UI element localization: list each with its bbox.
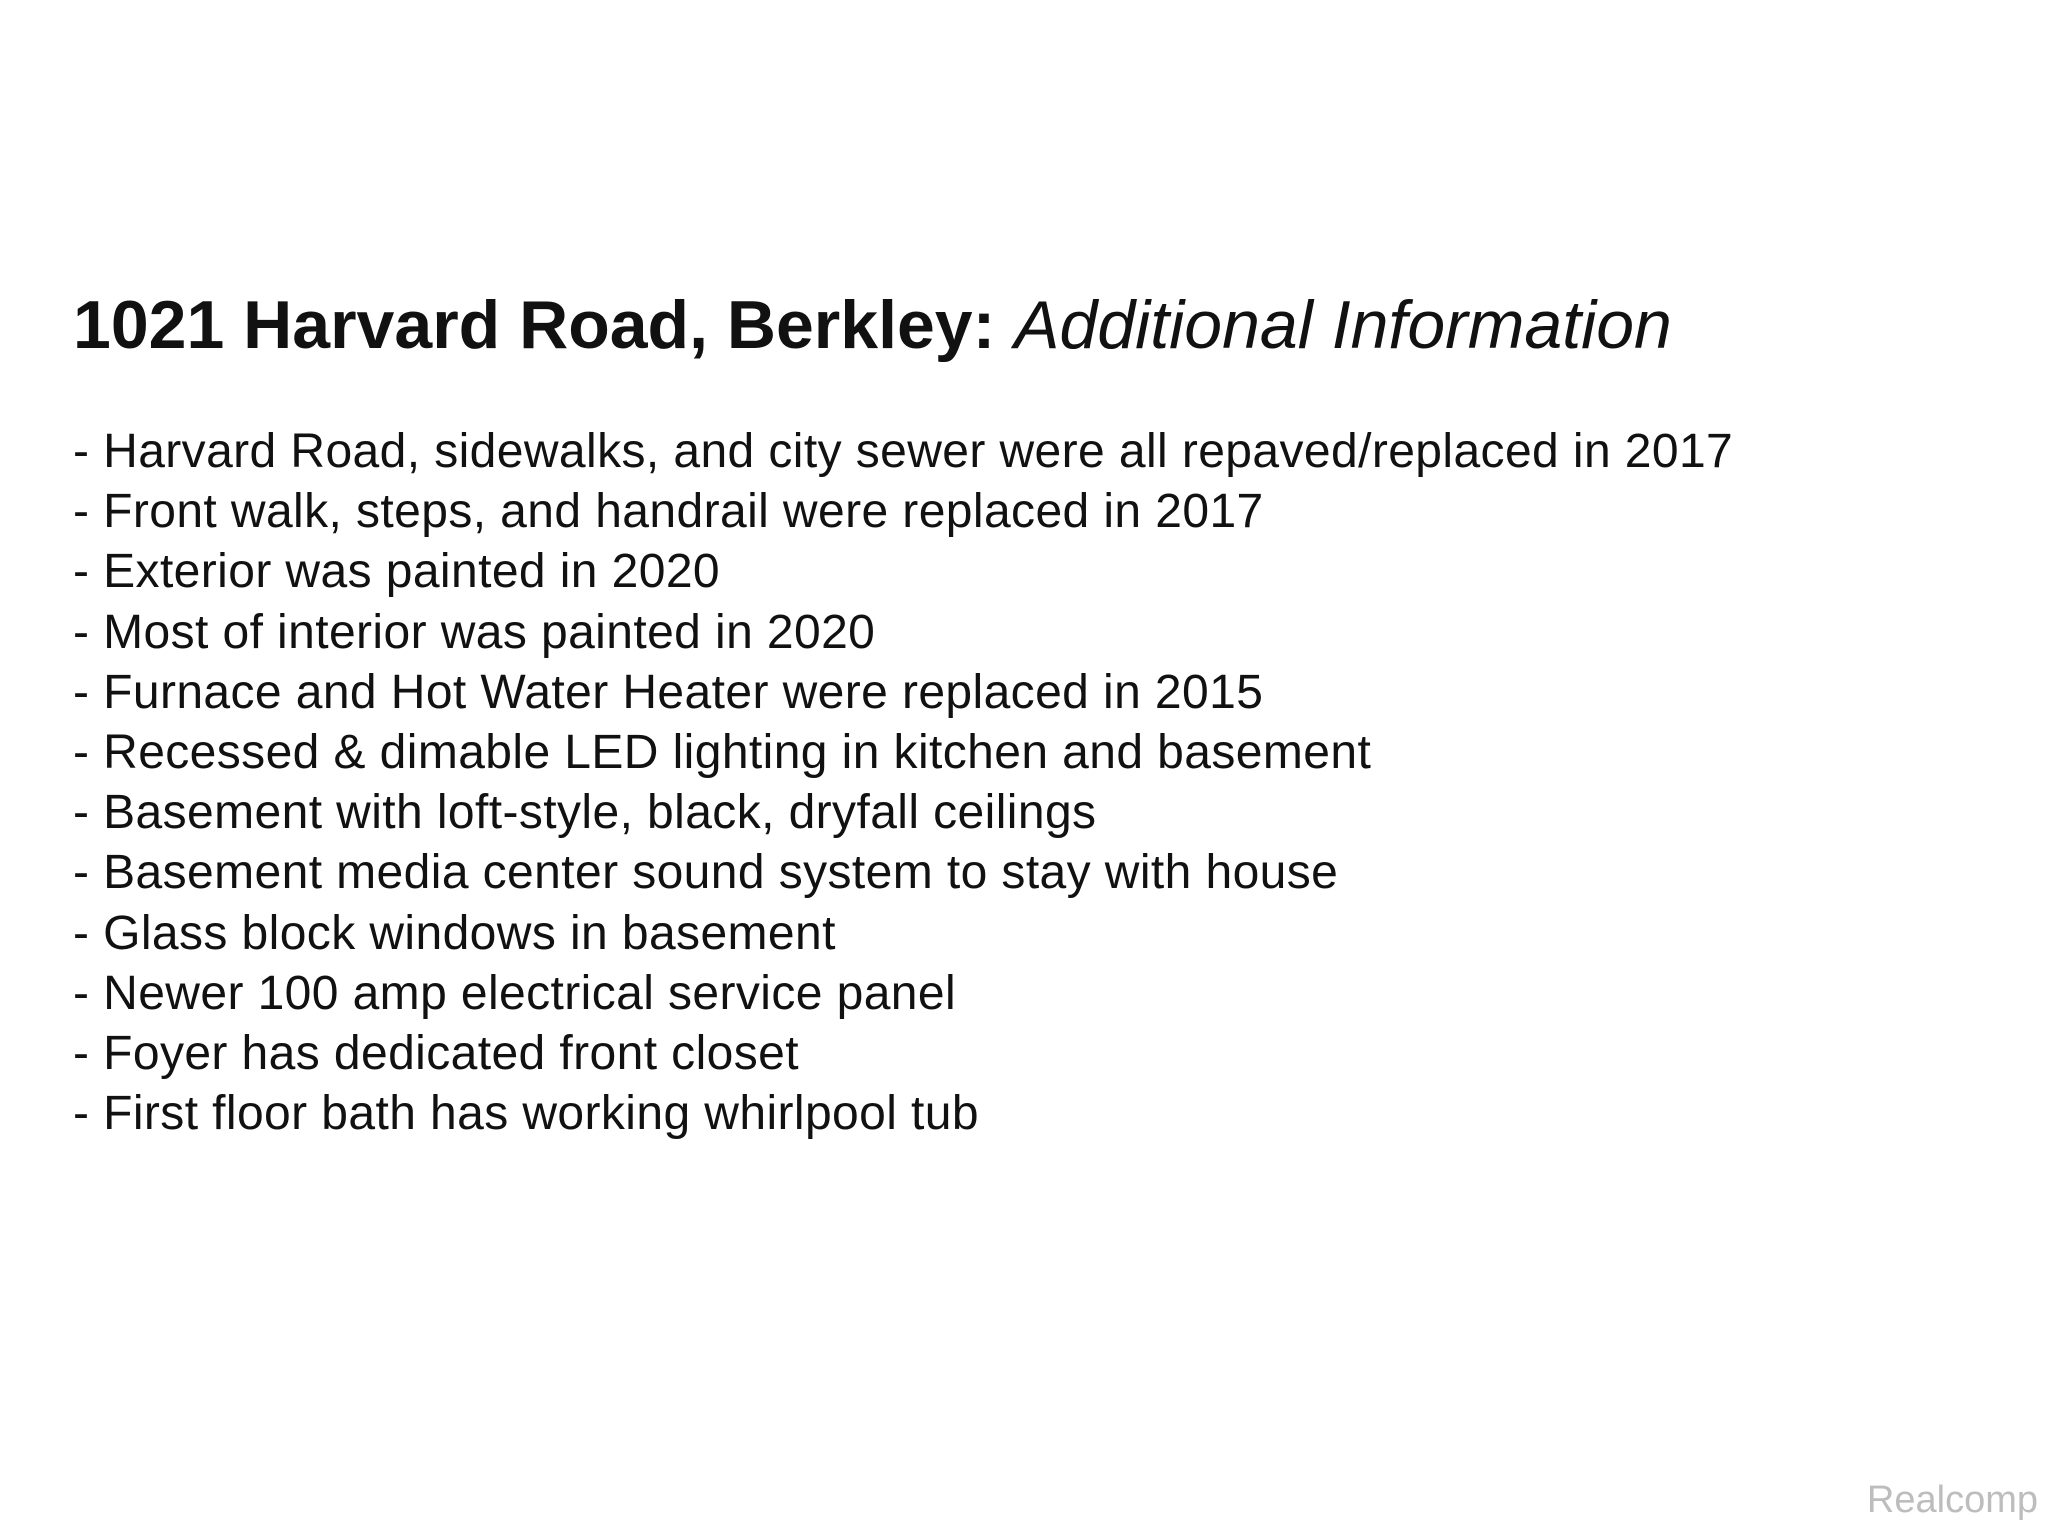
feature-item: - Exterior was painted in 2020 <box>73 542 1733 602</box>
feature-item: - Furnace and Hot Water Heater were replaced in 2015 <box>73 663 1733 723</box>
feature-item: - Recessed & dimable LED lighting in kitchen and basement <box>73 723 1733 783</box>
page-title <box>73 285 1672 365</box>
feature-item: - Basement media center sound system to stay with house <box>73 843 1733 903</box>
realcomp-watermark: Realcomp <box>1866 1479 2038 1521</box>
feature-item: - Harvard Road, sidewalks, and city sewer were all repaved/replaced in 2017 <box>73 422 1733 482</box>
page-subtitle: Additional Information <box>1014 287 1672 363</box>
feature-item: - Most of interior was painted in 2020 <box>73 603 1733 663</box>
feature-item: - Foyer has dedicated front closet <box>73 1024 1733 1084</box>
feature-item: - Newer 100 amp electrical service panel <box>73 964 1733 1024</box>
feature-item: - Front walk, steps, and handrail were replaced in 2017 <box>73 482 1733 542</box>
feature-item: - Glass block windows in basement <box>73 904 1733 964</box>
feature-list <box>73 422 1733 1144</box>
feature-item: - Basement with loft-style, black, dryfall ceilings <box>73 783 1733 843</box>
feature-item: - First floor bath has working whirlpool tub <box>73 1084 1733 1144</box>
property-address: 1021 Harvard Road, Berkley: <box>73 287 996 363</box>
